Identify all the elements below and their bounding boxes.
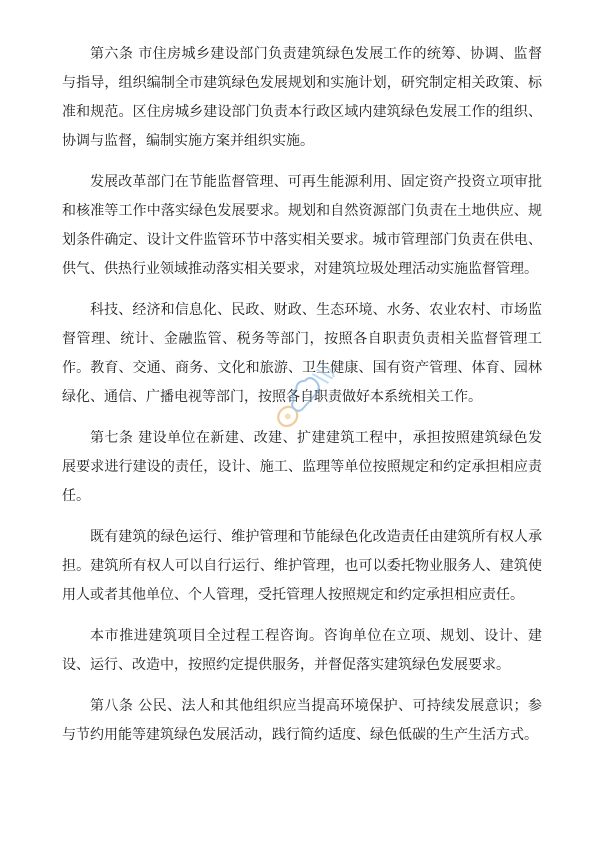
paragraph-development-reform: 发展改革部门在节能监督管理、可再生能源利用、固定资产投资立项审批和核准等工作中落实绿色发展要求。规划和自然资源部门负责在土地供应、规划条件确定、设计文件监管环节中落实相关要求。城市管理部门负责在供电、供气、供热行业领域推动落实相关要求，对建筑垃圾处理活动实施监督管理。 <box>62 174 542 277</box>
paragraph-other-departments: 科技、经济和信息化、民政、财政、生态环境、水务、农业农村、市场监督管理、统计、金融监管、税务等部门，按照各自职责负责相关监督管理工作。教育、交通、商务、文化和旅游、卫生健康、国有资产管理、体育、园林绿化、通信、广播电视等部门，按照各自职责做好本系统相关工作。 <box>62 302 542 405</box>
paragraph-article-8: 第八条 公民、法人和其他组织应当提高环境保护、可持续发展意识；参与节约用能等建筑绿色发展活动，践行简约适度、绿色低碳的生产生活方式。 <box>62 698 542 743</box>
paragraph-article-7: 第七条 建设单位在新建、改建、扩建建筑工程中，承担按照建筑绿色发展要求进行建设的责任，设计、施工、监理等单位按照规定和约定承担相应责任。 <box>62 430 542 504</box>
paragraph-article-6: 第六条 市住房城乡建设部门负责建筑绿色发展工作的统筹、协调、监督与指导，组织编制全市建筑绿色发展规划和实施计划，研究制定相关政策、标准和规范。区住房城乡建设部门负责本行政区域内建筑绿色发展工作的组织、协调与监督，编制实施方案并组织实施。 <box>62 46 542 149</box>
paragraph-existing-buildings: 既有建筑的绿色运行、维护管理和节能绿色化改造责任由建筑所有权人承担。建筑所有权人可以自行运行、维护管理，也可以委托物业服务人、建筑使用人或者其他单位、个人管理，受托管理人按照规定和约定承担相应责任。 <box>62 529 542 603</box>
document-body <box>62 40 542 762</box>
paragraph-consulting: 本市推进建筑项目全过程工程咨询。咨询单位在立项、规划、设计、建设、运行、改造中，按照约定提供服务，并督促落实建筑绿色发展要求。 <box>62 628 542 673</box>
